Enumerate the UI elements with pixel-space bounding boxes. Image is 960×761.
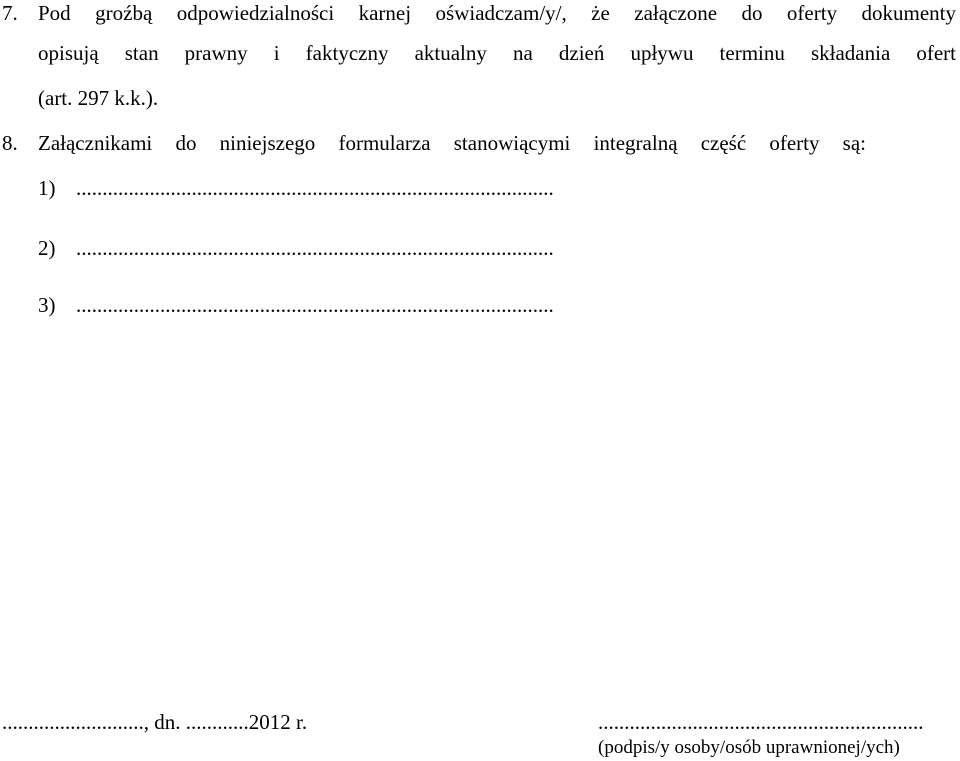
- item-7-line-2-content: opisują stan prawny i faktyczny aktualny na dzień upływu terminu składania ofert: [38, 41, 956, 65]
- attachment-label-1: 1): [38, 176, 56, 200]
- item-7-text-line-2: [38, 43, 956, 64]
- signature-line: ..............................................................: [598, 712, 924, 733]
- item-8-text: [38, 133, 866, 154]
- place-date-line: ..........................., dn. ............2012 r.: [2, 710, 308, 734]
- item-7-line-1-content: Pod groźbą odpowiedzialności karnej oświadczam/y/, że załączone do oferty dokumenty: [38, 1, 956, 25]
- item-7-text-line-1: [38, 3, 956, 24]
- attachment-dots-1: ...........................................................................................: [76, 178, 554, 199]
- attachment-label-3: 3): [38, 293, 56, 317]
- signature-caption: (podpis/y osoby/osób uprawnionej/ych): [598, 737, 900, 758]
- attachment-dots-3: ...........................................................................................: [76, 295, 554, 316]
- item-8-text-content: Załącznikami do niniejszego formularza stanowiącymi integralną część oferty są:: [38, 131, 866, 155]
- attachment-dots-2: ...........................................................................................: [76, 238, 554, 259]
- item-7-number: 7.: [2, 1, 18, 25]
- item-7-text-line-3: (art. 297 k.k.).: [38, 86, 159, 110]
- item-8-number: 8.: [2, 131, 18, 155]
- attachment-label-2: 2): [38, 236, 56, 260]
